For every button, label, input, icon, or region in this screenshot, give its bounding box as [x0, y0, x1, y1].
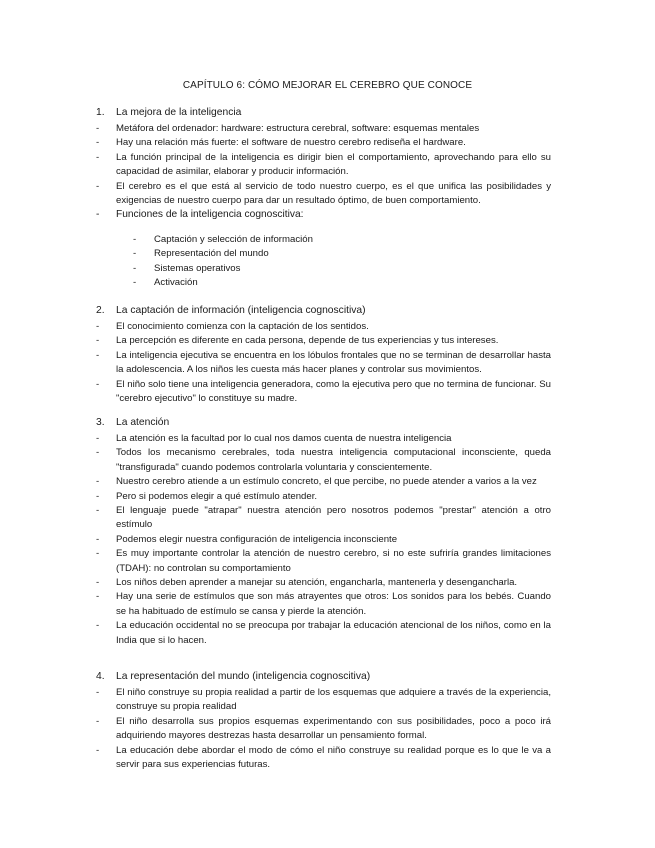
- list-item: - El niño solo tiene una inteligencia generadora, como la ejecutiva pero que no termina de funcionar. Su "cerebro ejecutivo" lo constituye su madre.: [96, 378, 551, 407]
- bullet-list: [96, 432, 551, 648]
- bullet-list: [96, 320, 551, 406]
- list-item: - La inteligencia ejecutiva se encuentra en los lóbulos frontales que no se terminan de desarrollar hasta la adolescencia. A los niños les cuesta más hacer planes y controlar sus movimientos.: [96, 349, 551, 378]
- section-heading: [96, 416, 551, 432]
- section-4: [96, 670, 551, 772]
- list-item: - Los niños deben aprender a manejar su atención, engancharla, mantenerla y desengancharla.: [96, 576, 551, 590]
- list-item: - Nuestro cerebro atiende a un estímulo concreto, el que percibe, no puede atender a varios a la vez: [96, 475, 551, 489]
- list-item: - Es muy importante controlar la atención de nuestro cerebro, si no este sufriría grandes limitaciones (TDAH): no controlan su comportamiento: [96, 547, 551, 576]
- bullet-list: [96, 122, 551, 223]
- section-heading: [96, 304, 551, 320]
- section-number: 3.: [96, 417, 105, 428]
- list-item: - El conocimiento comienza con la captación de los sentidos.: [96, 320, 551, 334]
- page-title: CAPÍTULO 6: CÓMO MEJORAR EL CEREBRO QUE CONOCE: [182, 80, 473, 91]
- list-item: - Metáfora del ordenador: hardware: estructura cerebral, software: esquemas mentales: [96, 122, 551, 136]
- list-item: - La educación occidental no se preocupa por trabajar la educación atencional de los niños, como en la India que si lo hacen.: [96, 619, 551, 648]
- sub-list-item: - Captación y selección de información: [96, 233, 551, 247]
- list-item: - Todos los mecanismo cerebrales, toda nuestra inteligencia computacional inconsciente, queda "transfigurada" cuando podemos controlarla voluntaria y conscientemente.: [96, 446, 551, 475]
- section-title: La atención: [116, 417, 170, 428]
- section-title: La mejora de la inteligencia: [116, 107, 242, 118]
- section-number: 1.: [96, 107, 105, 118]
- sub-list-item: - Representación del mundo: [96, 247, 551, 261]
- section-2: [96, 304, 551, 406]
- list-item: - Funciones de la inteligencia cognoscitiva:: [96, 208, 551, 222]
- list-item: - El niño construye su propia realidad a partir de los esquemas que adquiere a través de la experiencia, construye su propia realidad: [96, 686, 551, 715]
- section-3: [96, 416, 551, 648]
- section-heading: [96, 106, 551, 122]
- sub-list-item: - Sistemas operativos: [96, 262, 551, 276]
- list-item: - Pero si podemos elegir a qué estímulo atender.: [96, 490, 551, 504]
- section-heading: [96, 670, 551, 686]
- section-title: La captación de información (inteligencia cognoscitiva): [116, 305, 366, 316]
- list-item: - Hay una serie de estímulos que son más atrayentes que otros: Los sonidos para los bebés. Cuando se ha habituado de estímulo se cansa y pierde la atención.: [96, 590, 551, 619]
- list-item: - El lenguaje puede "atrapar" nuestra atención pero nosotros podemos "prestar" atención a otro estímulo: [96, 504, 551, 533]
- list-item: - La percepción es diferente en cada persona, depende de tus experiencias y tus intereses.: [96, 334, 551, 348]
- list-item: - La atención es la facultad por lo cual nos damos cuenta de nuestra inteligencia: [96, 432, 551, 446]
- list-item: - Hay una relación más fuerte: el software de nuestro cerebro rediseña el hardware.: [96, 136, 551, 150]
- section-1: [96, 106, 551, 290]
- bullet-list: [96, 686, 551, 772]
- section-number: 2.: [96, 305, 105, 316]
- list-item: - La educación debe abordar el modo de cómo el niño construye su realidad porque es lo que le va a servir para sus experiencias futuras.: [96, 744, 551, 773]
- sub-list-item: - Activación: [96, 276, 551, 290]
- list-item: - Podemos elegir nuestra configuración de inteligencia inconsciente: [96, 533, 551, 547]
- list-item: - El niño desarrolla sus propios esquemas experimentando con sus posibilidades, poco a poco irá adquiriendo mayores destrezas hasta desarrollar un pensamiento formal.: [96, 715, 551, 744]
- sub-list: [96, 233, 551, 291]
- list-item: - La función principal de la inteligencia es dirigir bien el comportamiento, aprovechando para ello su capacidad de asimilar, elaborar y producir información.: [96, 151, 551, 180]
- section-number: 4.: [96, 671, 105, 682]
- list-item: - El cerebro es el que está al servicio de todo nuestro cuerpo, es el que unifica las posibilidades y exigencias de nuestro cuerpo para dar un resultado óptimo, de buen comportamiento.: [96, 180, 551, 209]
- section-title: La representación del mundo (inteligencia cognoscitiva): [116, 671, 371, 682]
